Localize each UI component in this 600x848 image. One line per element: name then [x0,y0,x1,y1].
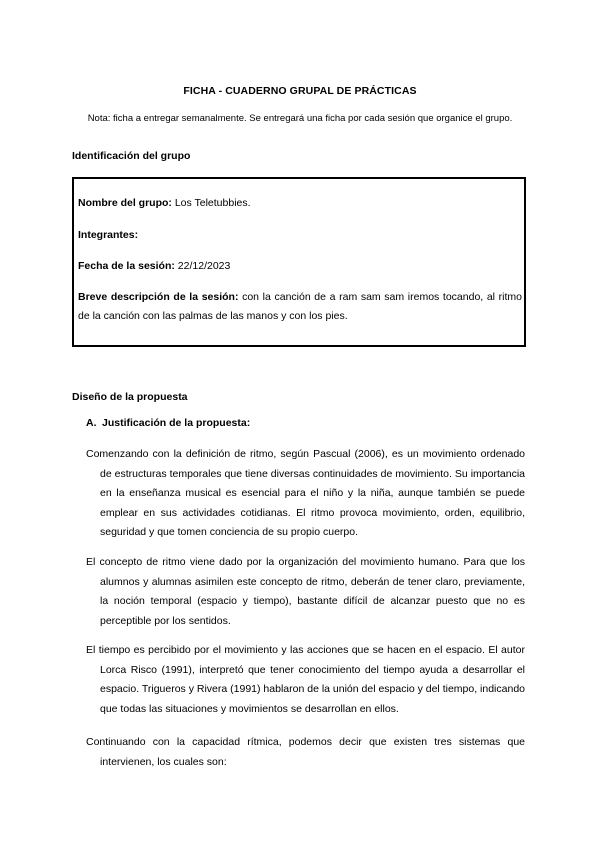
group-info-box [72,177,526,347]
paragraph-2: El concepto de ritmo viene dado por la organización del movimiento humano. Para que los alumnos y alumnas asimilen este concepto de ritmo, deberán de tener claro, previamente, la noción temporal (espacio y tiempo), bastante difícil de alcanzar puesto que no es perceptible por los sentidos. [86,556,525,627]
paragraph-3: El tiempo es percibido por el movimiento y las acciones que se hacen en el espacio. El autor Lorca Risco (1991), interpretó que tener conocimiento del tiempo ayuda a desarrollar el espacio. Trigueros y Rivera (1991) hablaron de la unión del espacio y del tiempo, indicando que todas las situaciones y movimientos se desarrollan en ellos. [86,644,525,715]
justification-heading [86,417,250,429]
members-label: Integrantes: [78,229,139,241]
session-date-value: 22/12/2023 [177,260,231,272]
session-date-label: Fecha de la sesión: [78,260,175,272]
group-identification-heading: Identificación del grupo [72,150,191,162]
document-title: FICHA - CUADERNO GRUPAL DE PRÁCTICAS [183,85,417,97]
session-description-label: Breve descripción de la sesión: [78,291,239,303]
submission-note: Nota: ficha a entregar semanalmente. Se entregará una ficha por cada sesión que organice el grupo. [87,113,513,124]
session-date-field [78,257,230,276]
session-description-value: con la canción de a ram sam sam iremos tocando, al ritmo de la canción con las palmas de las manos y con los pies. [78,291,522,322]
group-name-label: Nombre del grupo: [78,197,172,209]
paragraph-4: Continuando con la capacidad rítmica, podemos decir que existen tres sistemas que intervienen, los cuales son: [86,736,525,768]
session-description-field [78,288,522,326]
group-name-value: Los Teletubbies. [174,197,251,209]
list-marker: A. [86,417,97,429]
proposal-design-heading: Diseño de la propuesta [72,391,188,403]
paragraph-1: Comenzando con la definición de ritmo, según Pascual (2006), es un movimiento ordenado de estructuras temporales que tiene diversas continuidades de movimiento. Su importancia en la enseñanza musical es esencial para el niño y la niña, aunque también se puede emplear en sus actividades cotidianas. El ritmo provoca movimiento, orden, equilibrio, seguridad y que tomen conciencia de su propio cuerpo. [86,448,525,538]
group-name-field [78,194,251,213]
justification-heading-text: Justificación de la propuesta: [102,417,251,429]
members-field [78,226,138,245]
